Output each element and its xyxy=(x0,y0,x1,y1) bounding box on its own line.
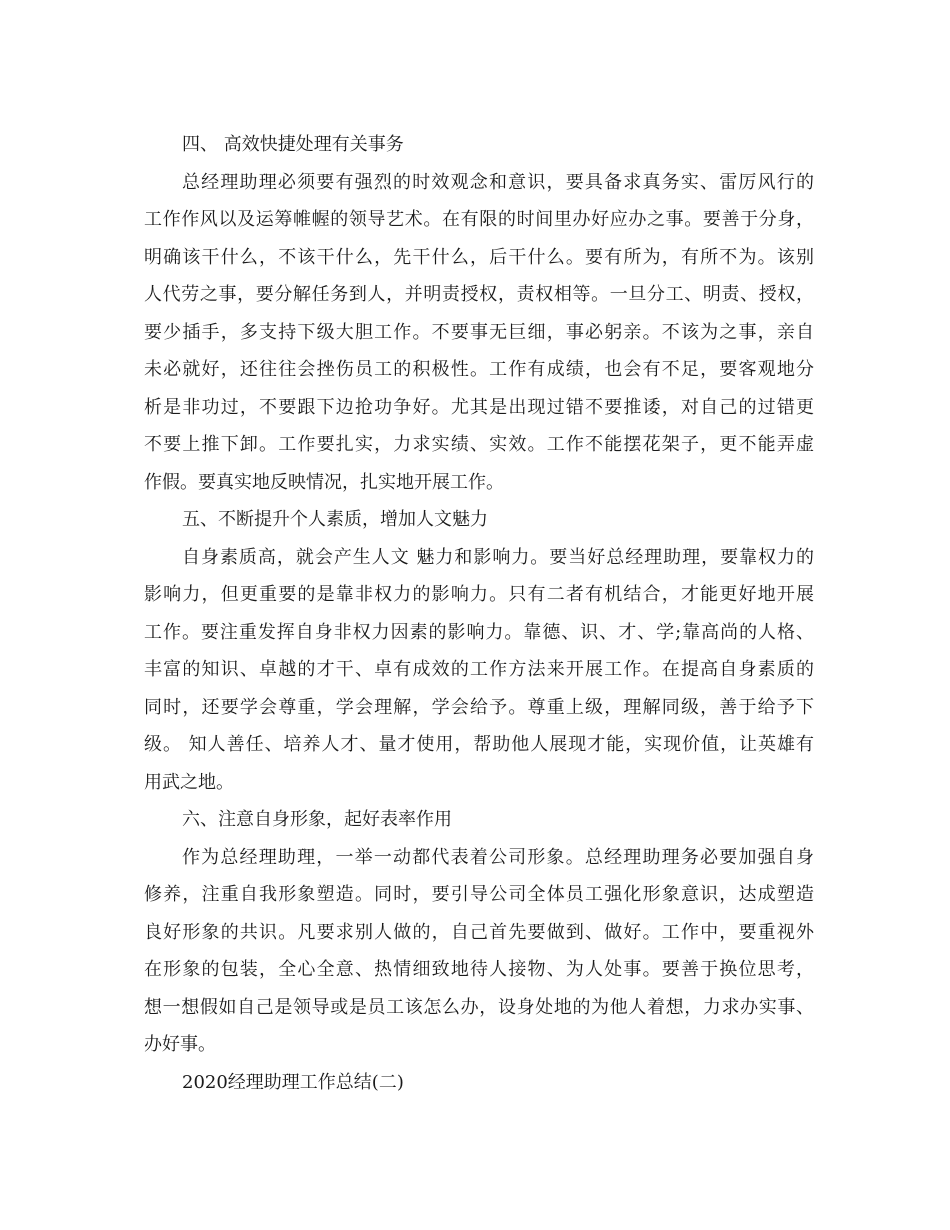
paragraph-line: 要少插手，多支持下级大胆工作。不要事无巨细，事必躬亲。不该为之事，亲自 xyxy=(144,321,814,343)
paragraph-line: 良好形象的共识。凡要求别人做的，自己首先要做到、做好。工作中，要重视外 xyxy=(144,921,814,943)
paragraph-line: 人代劳之事，要分解任务到人，并明责授权，责权相等。一旦分工、明责、授权， xyxy=(144,284,814,305)
section-heading-6: 六、注意自身形象，起好表率作用 xyxy=(182,809,452,830)
section-heading-4: 四、 高效快捷处理有关事务 xyxy=(182,134,404,155)
paragraph-line: 同时，还要学会尊重，学会理解，学会给予。尊重上级，理解同级，善于给予下 xyxy=(144,696,814,718)
paragraph-line: 自身素质高，就会产生人文 魅力和影响力。要当好总经理助理，要靠权力的 xyxy=(182,546,814,568)
paragraph-line: 想一想假如自己是领导或是员工该怎么办，设身处地的为他人着想，力求办实事、 xyxy=(144,996,814,1018)
closing-title: 2020经理助理工作总结(二) xyxy=(182,1071,404,1093)
paragraph-line-last: 办好事。 xyxy=(144,1034,216,1055)
document-body xyxy=(144,126,814,1101)
section-heading-5: 五、不断提升个人素质，增加人文魅力 xyxy=(182,509,488,530)
paragraph-line: 在形象的包装，全心全意、热情细致地待人接物、为人处事。要善于换位思考， xyxy=(144,959,814,980)
paragraph-line: 级。 知人善任、培养人才、量才使用，帮助他人展现才能，实现价值，让英雄有 xyxy=(144,734,814,755)
paragraph-line: 工作作风以及运筹帷幄的领导艺术。在有限的时间里办好应办之事。要善于分身， xyxy=(144,209,814,230)
paragraph-line: 总经理助理必须要有强烈的时效观念和意识，要具备求真务实、雷厉风行的 xyxy=(182,171,814,193)
paragraph-line: 丰富的知识、卓越的才干、卓有成效的工作方法来开展工作。在提高自身素质的 xyxy=(144,659,814,680)
paragraph-line: 影响力，但更重要的是靠非权力的影响力。只有二者有机结合，才能更好地开展 xyxy=(144,584,814,605)
paragraph-line-last: 作假。要真实地反映情况，扎实地开展工作。 xyxy=(144,471,504,493)
paragraph-line: 析是非功过，不要跟下边抢功争好。尤其是出现过错不要推诿，对自己的过错更 xyxy=(144,396,814,418)
paragraph-line: 修养，注重自我形象塑造。同时，要引导公司全体员工强化形象意识，达成塑造 xyxy=(144,884,814,905)
paragraph-line: 工作。要注重发挥自身非权力因素的影响力。靠德、识、才、学;靠高尚的人格、 xyxy=(144,621,814,643)
paragraph-line: 未必就好，还往往会挫伤员工的积极性。工作有成绩，也会有不足，要客观地分 xyxy=(144,359,814,380)
paragraph-line: 明确该干什么，不该干什么，先干什么，后干什么。要有所为，有所不为。该别 xyxy=(144,246,814,268)
paragraph-line: 作为总经理助理，一举一动都代表着公司形象。总经理助理务必要加强自身 xyxy=(182,846,814,868)
paragraph-line-last: 用武之地。 xyxy=(144,771,234,793)
paragraph-line: 不要上推下卸。工作要扎实，力求实绩、实效。工作不能摆花架子，更不能弄虚 xyxy=(144,434,814,455)
